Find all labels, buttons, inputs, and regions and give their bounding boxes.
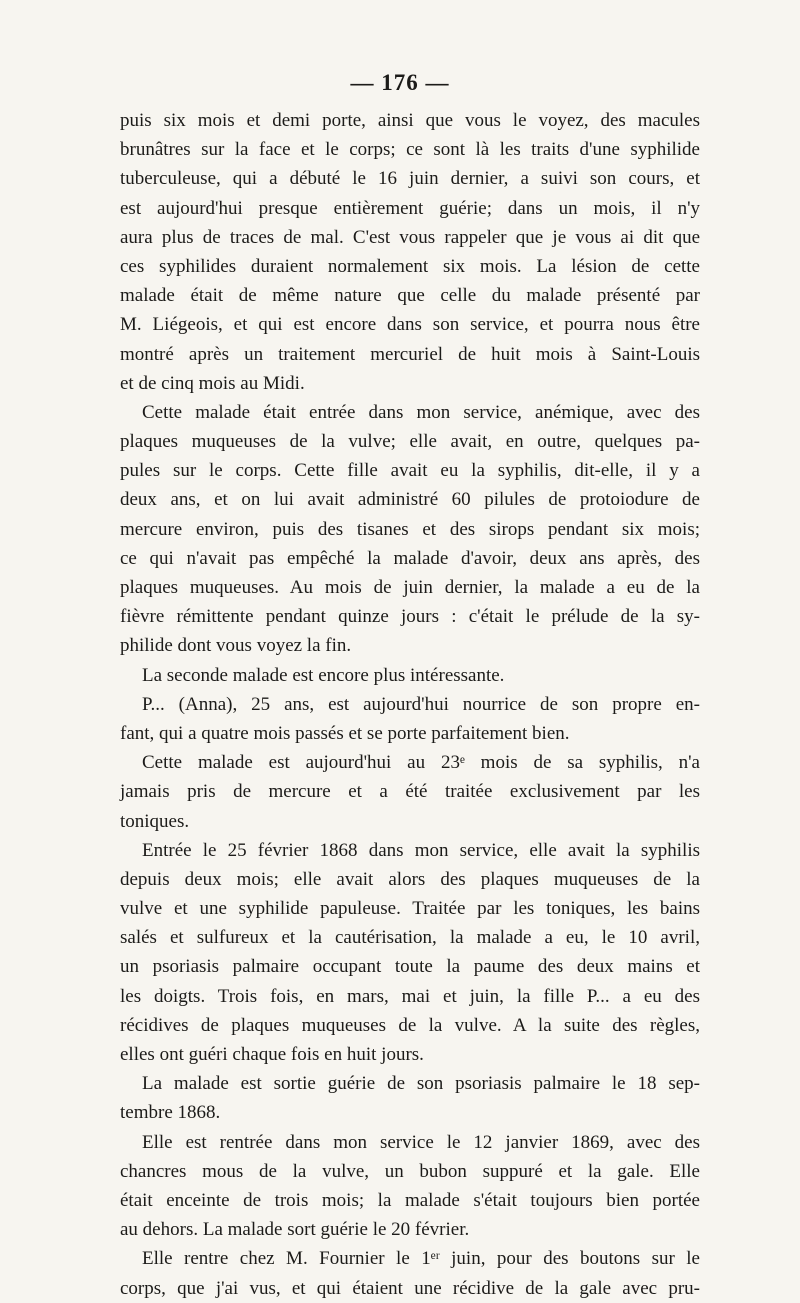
text-line: La malade est sortie guérie de son psoriasis palmaire le 18 sep- — [142, 1073, 700, 1095]
text-line: Elle rentre chez M. Fournier le 1ᵉʳ juin, pour des boutons sur le — [142, 1248, 700, 1270]
text-line: tuberculeuse, qui a débuté le 16 juin dernier, a suivi son cours, et — [120, 168, 700, 190]
text-line: Entrée le 25 février 1868 dans mon service, elle avait la syphilis — [142, 839, 700, 861]
text-line: fant, qui a quatre mois passés et se porte parfaitement bien. — [120, 722, 570, 744]
text-line: corps, que j'ai vus, et qui étaient une récidive de la gale avec pru- — [120, 1277, 700, 1299]
text-line: M. Liégeois, et qui est encore dans son service, et pourra nous être — [120, 314, 700, 336]
text-line: toniques. — [120, 810, 190, 832]
text-line: pules sur le corps. Cette fille avait eu la syphilis, dit-elle, il y a — [120, 460, 700, 482]
text-line: deux ans, et on lui avait administré 60 pilules de protoiodure de — [120, 489, 700, 511]
text-line: fièvre rémittente pendant quinze jours : c'était le prélude de la sy- — [120, 606, 700, 628]
text-line: et de cinq mois au Midi. — [120, 372, 305, 394]
text-line: puis six mois et demi porte, ainsi que vous le voyez, des macules — [120, 110, 700, 131]
text-line: depuis deux mois; elle avait alors des plaques muqueuses de la — [120, 868, 700, 890]
text-line: mercure environ, puis des tisanes et des sirops pendant six mois; — [120, 518, 700, 540]
text-line: tembre 1868. — [120, 1102, 221, 1124]
text-line: vulve et une syphilide papuleuse. Traitée par les toniques, les bains — [120, 898, 700, 920]
text-line: Elle est rentrée dans mon service le 12 janvier 1869, avec des — [142, 1131, 700, 1153]
text-line: aura plus de traces de mal. C'est vous rappeler que je vous ai dit que — [120, 226, 700, 248]
text-line: Cette malade était entrée dans mon service, anémique, avec des — [142, 401, 700, 423]
text-line: ce qui n'avait pas empêché la malade d'avoir, deux ans après, des — [120, 547, 700, 569]
text-line: La seconde malade est encore plus intéressante. — [142, 664, 505, 686]
text-line: plaques muqueuses. Au mois de juin dernier, la malade a eu de la — [120, 577, 700, 598]
text-line: un psoriasis palmaire occupant toute la paume des deux mains et — [120, 956, 700, 978]
page-number: — 176 — — [350, 70, 450, 95]
text-line: est aujourd'hui presque entièrement guérie; dans un mois, il n'y — [120, 197, 700, 219]
text-line: plaques muqueuses de la vulve; elle avait, en outre, quelques pa- — [120, 431, 700, 453]
text-line: P... (Anna), 25 ans, est aujourd'hui nourrice de son propre en- — [142, 693, 700, 715]
text-line: au dehors. La malade sort guérie le 20 février. — [120, 1219, 470, 1241]
text-line: ces syphilides duraient normalement six mois. La lésion de cette — [120, 255, 700, 277]
text-line: jamais pris de mercure et a été traitée exclusivement par les — [120, 781, 700, 803]
text-line: les doigts. Trois fois, en mars, mai et juin, la fille P... a eu des — [120, 985, 700, 1007]
text-line: chancres mous de la vulve, un bubon suppuré et la gale. Elle — [120, 1160, 700, 1182]
body-text — [120, 106, 700, 1303]
text-line: brunâtres sur la face et le corps; ce sont là les traits d'une syphilide — [120, 139, 700, 161]
text-line: était enceinte de trois mois; la malade s'était toujours bien portée — [120, 1189, 700, 1211]
text-line: philide dont vous voyez la fin. — [120, 635, 352, 657]
text-line: elles ont guéri chaque fois en huit jours. — [120, 1044, 424, 1065]
text-line: salés et sulfureux et la cautérisation, la malade a eu, le 10 avril, — [120, 927, 700, 949]
text-line: montré après un traitement mercuriel de huit mois à Saint-Louis — [120, 343, 700, 365]
text-line: malade était de même nature que celle du malade présenté par — [120, 285, 700, 307]
text-line: récidives de plaques muqueuses de la vulve. A la suite des règles, — [120, 1014, 700, 1036]
text-line: Cette malade est aujourd'hui au 23ᵉ mois de sa syphilis, n'a — [142, 752, 700, 774]
